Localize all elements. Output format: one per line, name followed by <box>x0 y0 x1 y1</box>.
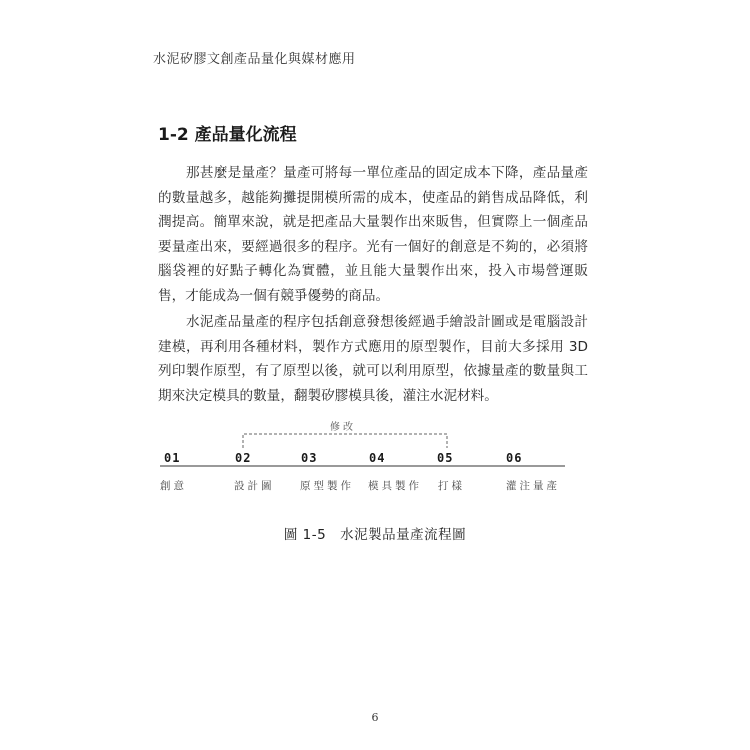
revise-label: 修改 <box>330 422 356 433</box>
step-number: 05 <box>437 451 454 465</box>
step-number: 01 <box>164 451 181 465</box>
process-flow-diagram <box>160 410 580 500</box>
body-paragraph-2: 水泥產品量產的程序包括創意發想後經過手繪設計圖或是電腦設計建模，再利用各種材料，製作方式應用的原型製作，目前大多採用 3D 列印製作原型，有了原型以後，就可以利用原型，依據量產的數量與工期來決定模具的數量，翻製矽膠模具後，灌注水泥材料。 <box>158 314 588 404</box>
step-number: 06 <box>506 451 523 465</box>
step-label: 模具製作 <box>368 480 422 492</box>
step-label: 灌注量產 <box>506 480 560 492</box>
body-paragraph-1: 那甚麼是量產？量產可將每一單位產品的固定成本下降，產品量產的數量越多，越能夠攤提開模所需的成本，使產品的銷售成品降低，利潤提高。簡單來說，就是把產品大量製作出來販售，但實際上一個產品要量產出來，要經過很多的程序。光有一個好的創意是不夠的，必須將腦袋裡的好點子轉化為實體，並且能大量製作出來，投入市場營運販售，才能成為一個有競爭優勢的商品。 <box>158 165 588 304</box>
revise-bracket <box>243 434 447 448</box>
section-title: 1-2 產品量化流程 <box>158 125 297 145</box>
running-header: 水泥矽膠文創產品量化與媒材應用 <box>153 52 356 67</box>
step-label: 原型製作 <box>300 480 354 492</box>
step-label: 打樣 <box>438 480 465 492</box>
figure-number: 圖 1-5 <box>283 527 327 543</box>
figure-caption-text: 水泥製品量產流程圖 <box>340 527 467 543</box>
step-number: 04 <box>369 451 386 465</box>
step-number: 02 <box>235 451 252 465</box>
page-number: 6 <box>371 711 379 724</box>
figure-caption <box>0 523 750 543</box>
step-number: 03 <box>301 451 318 465</box>
step-label: 設計圖 <box>234 480 275 492</box>
step-label: 創意 <box>160 480 187 492</box>
